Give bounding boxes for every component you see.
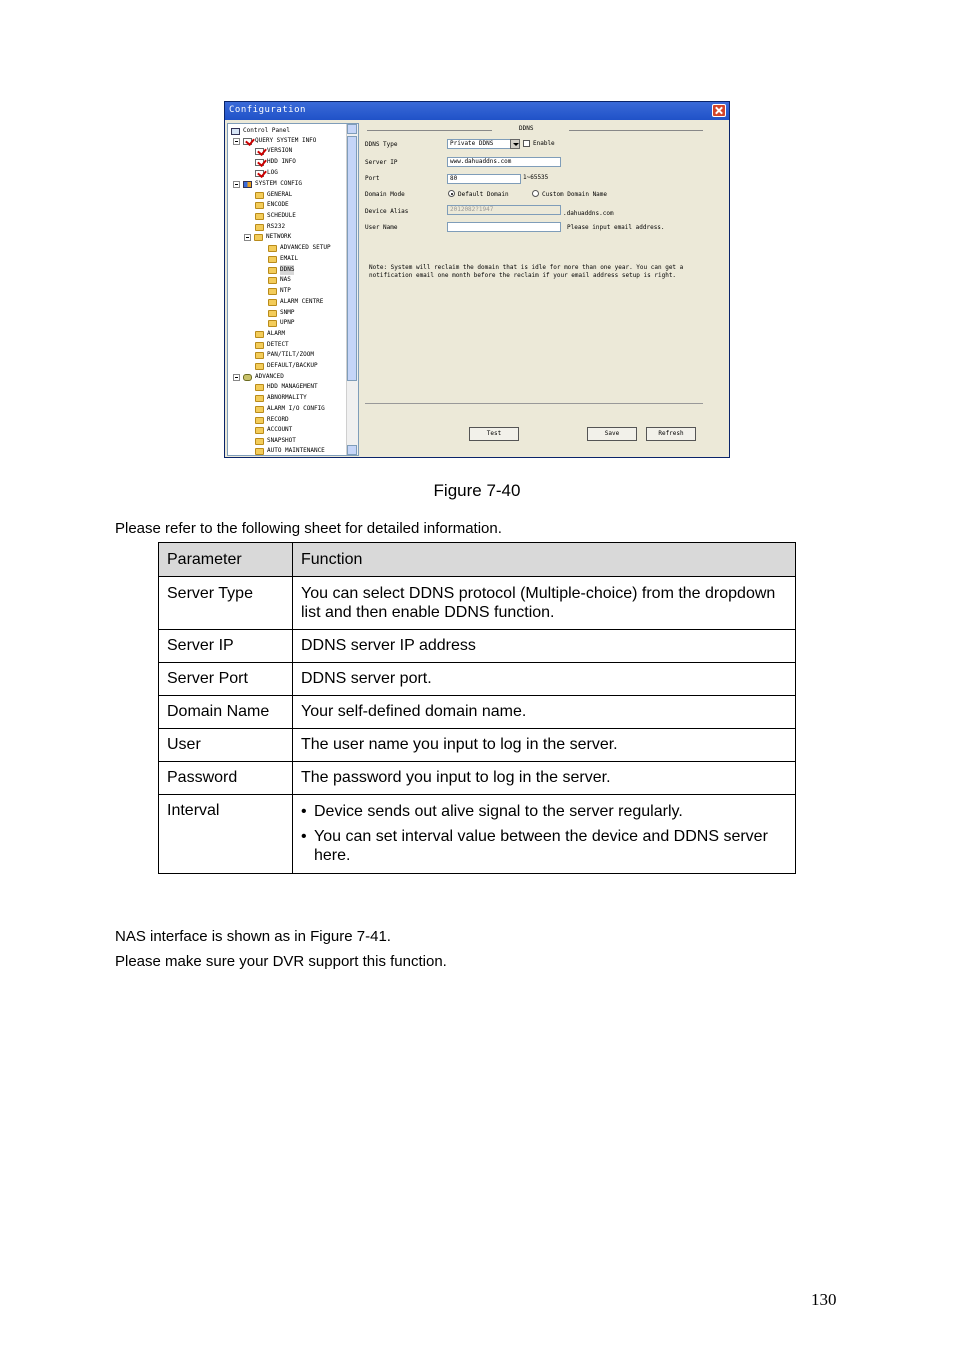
tree-item-alarm[interactable]: ALARM (255, 329, 285, 339)
parameter-table (158, 542, 796, 874)
port-label: Port (365, 175, 380, 182)
function-cell: The password you input to log in the server. (293, 762, 796, 795)
folder-icon (268, 245, 277, 252)
config-tree (227, 123, 359, 456)
advanced-icon (243, 374, 252, 381)
table-header-row (159, 543, 796, 577)
function-cell (293, 795, 796, 874)
param-cell: Password (159, 762, 293, 795)
folder-icon (255, 427, 264, 434)
tree-item-ddns[interactable]: DDNS (268, 265, 294, 275)
function-cell: Your self-defined domain name. (293, 696, 796, 729)
user-name-label: User Name (365, 224, 398, 231)
table-row (159, 577, 796, 630)
doc-icon (255, 159, 264, 166)
port-range: 1~65535 (523, 174, 549, 181)
tree-item-schedule[interactable]: SCHEDULE (255, 211, 296, 221)
figure-caption: Figure 7-40 (433, 481, 521, 500)
table-row (159, 630, 796, 663)
function-cell: You can select DDNS protocol (Multiple-choice) from the dropdown list and then enable DDNS function. (293, 577, 796, 630)
function-cell: DDNS server IP address (293, 630, 796, 663)
doc-icon (255, 170, 264, 177)
folder-icon (268, 288, 277, 295)
param-cell: Server IP (159, 630, 293, 663)
folder-icon (255, 438, 264, 445)
tree-item-record[interactable]: RECORD (255, 415, 289, 425)
tree-scrollbar[interactable] (346, 124, 358, 455)
nas-intro: NAS interface is shown as in Figure 7-41. (115, 928, 391, 945)
tree-item-upnp[interactable]: UPNP (268, 318, 294, 328)
tree-item-version[interactable]: VERSION (255, 146, 292, 156)
nas-support-note: Please make sure your DVR support this function. (115, 953, 447, 970)
tree-item-alarm-centre[interactable]: ALARM CENTRE (268, 297, 323, 307)
tree-item-pan-tilt-zoom[interactable]: PAN/TILT/ZOOM (255, 350, 314, 360)
header-function: Function (293, 543, 796, 577)
param-cell: Interval (159, 795, 293, 874)
tree-item-detect[interactable]: DETECT (255, 340, 289, 350)
header-parameter: Parameter (159, 543, 293, 577)
device-alias-input[interactable]: 2012082?1947 (447, 205, 561, 215)
folder-icon (268, 277, 277, 284)
section-title: DDNS (519, 125, 534, 132)
intro-paragraph: Please refer to the following sheet for detailed information. (115, 520, 502, 537)
test-button[interactable]: Test (469, 427, 519, 441)
folder-icon (255, 363, 264, 370)
folder-icon (255, 192, 264, 199)
table-row (159, 729, 796, 762)
folder-icon (255, 406, 264, 413)
folder-icon (255, 224, 264, 231)
custom-domain-label: Custom Domain Name (542, 191, 608, 198)
function-cell: DDNS server port. (293, 663, 796, 696)
custom-domain-radio[interactable] (532, 190, 539, 197)
refresh-button[interactable]: Refresh (646, 427, 696, 441)
param-cell: Server Type (159, 577, 293, 630)
folder-icon (255, 202, 264, 209)
tree-item-auto-maintenance[interactable]: AUTO MAINTENANCE (255, 446, 325, 456)
tree-item-advanced-setup[interactable]: ADVANCED SETUP (268, 243, 331, 253)
scroll-down-icon[interactable] (347, 445, 357, 455)
chevron-down-icon[interactable] (510, 139, 520, 149)
save-button[interactable]: Save (587, 427, 637, 441)
folder-icon (254, 234, 263, 241)
table-row (159, 663, 796, 696)
folder-icon (268, 299, 277, 306)
system-icon (243, 181, 252, 188)
reclaim-note: Note: System will reclaim the domain that is idle for more than one year. You can get a notification email one month before the reclaim if your email address setup is right. (369, 264, 684, 279)
domain-mode-label: Domain Mode (365, 191, 405, 198)
folder-icon (255, 331, 264, 338)
folder-icon (268, 256, 277, 263)
tree-item-hdd-management[interactable]: HDD MANAGEMENT (255, 382, 318, 392)
collapse-icon[interactable] (233, 181, 240, 188)
configuration-window (224, 101, 730, 458)
tree-item-email[interactable]: EMAIL (268, 254, 298, 264)
default-domain-radio[interactable] (448, 190, 455, 197)
tree-item-default-backup[interactable]: DEFAULT/BACKUP (255, 361, 318, 371)
tree-item-abnormality[interactable]: ABNORMALITY (255, 393, 307, 403)
tree-item-general[interactable]: GENERAL (255, 190, 292, 200)
param-cell: User (159, 729, 293, 762)
domain-suffix: .dahuaddns.com (563, 210, 614, 217)
param-cell: Domain Name (159, 696, 293, 729)
bullet-item: • Device sends out alive signal to the server regularly. (301, 803, 683, 820)
tree-item-control-panel[interactable]: Control Panel (231, 126, 290, 136)
tree-item-system-config[interactable]: SYSTEM CONFIG (233, 179, 302, 189)
folder-icon (255, 213, 264, 220)
divider (365, 403, 703, 404)
function-cell: The user name you input to log in the server. (293, 729, 796, 762)
folder-icon (268, 267, 277, 274)
table-row (159, 795, 796, 874)
folder-icon (255, 448, 264, 455)
divider (367, 130, 492, 131)
tree-item-account[interactable]: ACCOUNT (255, 425, 292, 435)
tree-item-nas[interactable]: NAS (268, 275, 291, 285)
folder-icon (268, 310, 277, 317)
control-panel-icon (231, 128, 240, 135)
tree-item-hdd-info[interactable]: HDD INFO (255, 157, 296, 167)
collapse-icon[interactable] (233, 138, 240, 145)
info-icon (243, 138, 252, 145)
tree-item-snmp[interactable]: SNMP (268, 308, 294, 318)
tree-item-alarm-io-config[interactable]: ALARM I/O CONFIG (255, 404, 325, 414)
folder-icon (268, 320, 277, 327)
user-name-hint: Please input email address. (567, 224, 665, 231)
param-cell: Server Port (159, 663, 293, 696)
ddns-panel (361, 123, 727, 456)
bullet-icon: • (301, 828, 307, 845)
tree-item-snapshot[interactable]: SNAPSHOT (255, 436, 296, 446)
tree-item-ntp[interactable]: NTP (268, 286, 291, 296)
tree-item-encode[interactable]: ENCODE (255, 200, 289, 210)
doc-icon (255, 148, 264, 155)
user-name-input[interactable] (447, 222, 561, 232)
window-title: Configuration (229, 105, 306, 115)
page-number: 130 (811, 1290, 837, 1309)
divider (569, 130, 703, 131)
table-row (159, 696, 796, 729)
close-icon[interactable] (712, 104, 726, 117)
server-ip-label: Server IP (365, 159, 398, 166)
enable-label: Enable (533, 140, 555, 147)
tree-item-query-system-info[interactable]: QUERY SYSTEM INFO (233, 136, 316, 146)
folder-icon (255, 417, 264, 424)
scroll-up-icon[interactable] (347, 124, 357, 134)
default-domain-label: Default Domain (458, 191, 509, 198)
tree-item-advanced[interactable]: ADVANCED (233, 372, 284, 382)
ddns-type-label: DDNS Type (365, 141, 398, 148)
collapse-icon[interactable] (244, 234, 251, 241)
folder-icon (255, 342, 264, 349)
scroll-thumb[interactable] (347, 136, 357, 381)
bullet-icon: • (301, 803, 307, 820)
folder-icon (255, 352, 264, 359)
table-row (159, 762, 796, 795)
tree-item-log[interactable]: LOG (255, 168, 278, 178)
tree-item-network[interactable]: NETWORK (244, 232, 291, 242)
device-alias-label: Device Alias (365, 208, 409, 215)
enable-checkbox[interactable] (523, 140, 530, 147)
folder-icon (255, 384, 264, 391)
folder-icon (255, 395, 264, 402)
tree-item-rs232[interactable]: RS232 (255, 222, 285, 232)
collapse-icon[interactable] (233, 374, 240, 381)
bullet-item: • You can set interval value between the device and DDNS server here. (301, 828, 768, 864)
window-title-bar (225, 102, 729, 120)
server-ip-input[interactable]: www.dahuaddns.com (447, 157, 561, 167)
port-input[interactable]: 80 (447, 174, 521, 184)
ddns-type-select[interactable]: Private DDNS (447, 139, 511, 149)
